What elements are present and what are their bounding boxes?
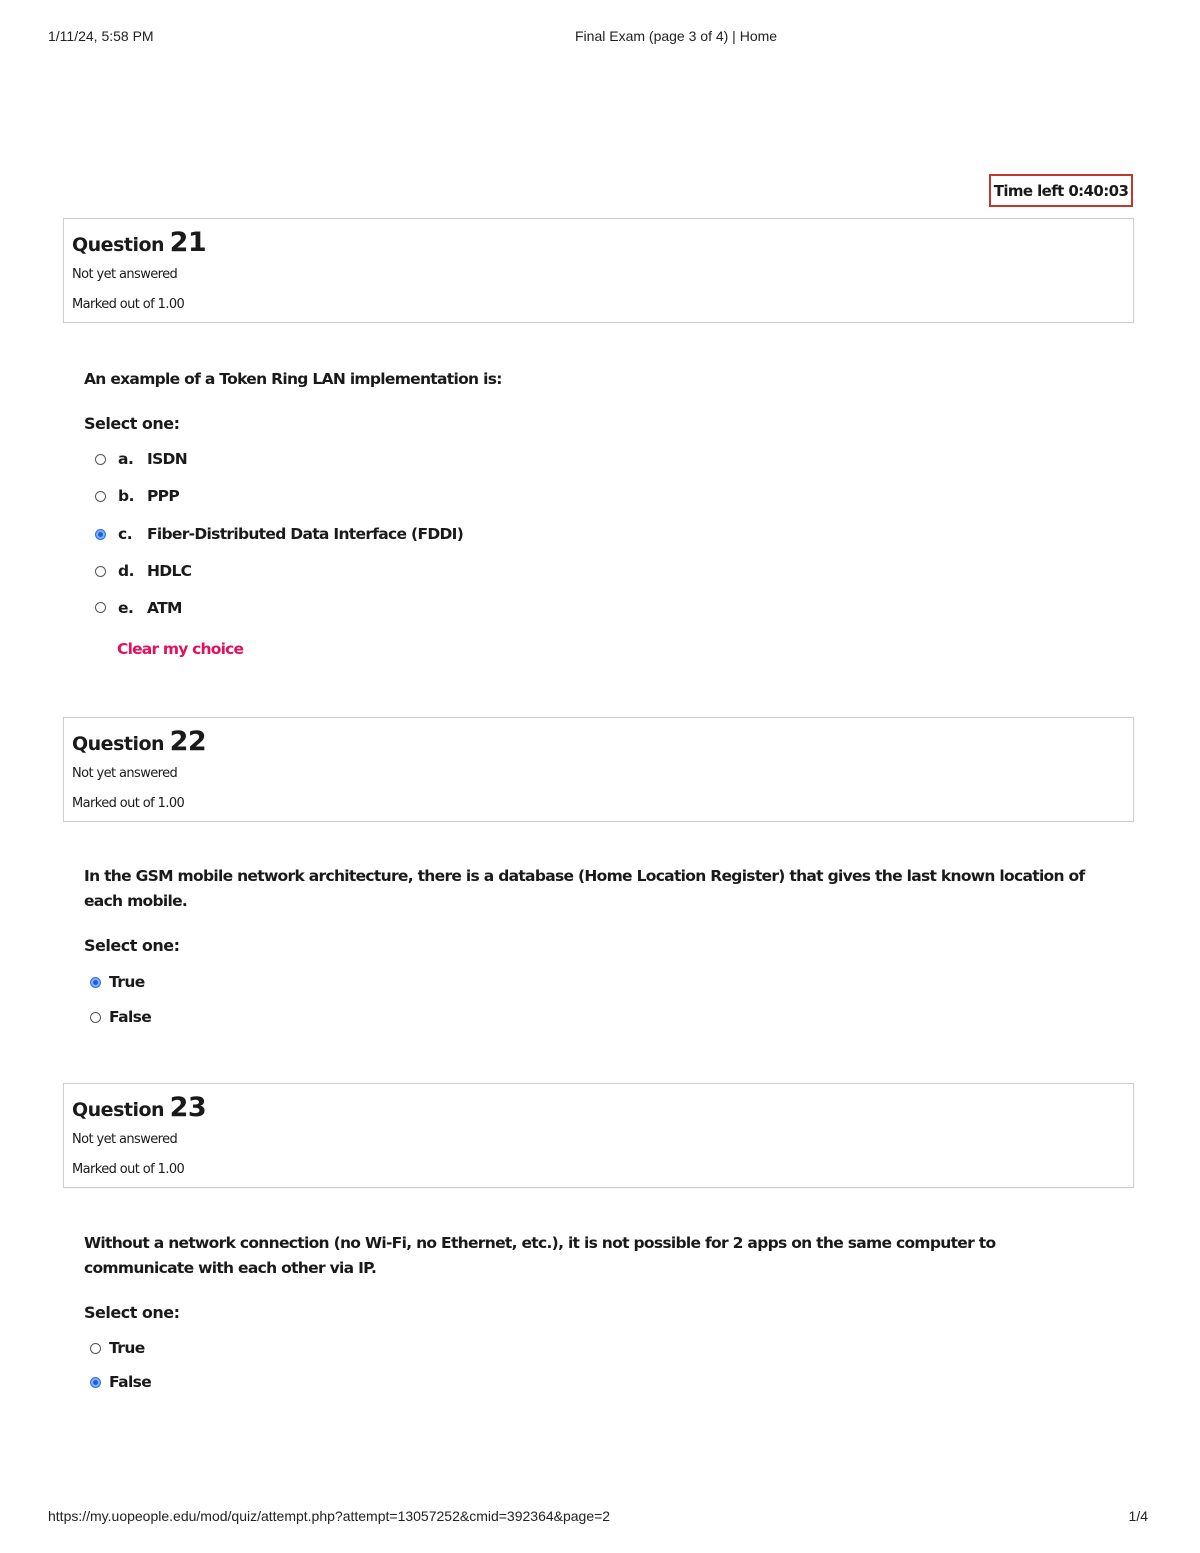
question-state: Not yet answered <box>72 1132 178 1147</box>
question-title <box>72 1092 206 1123</box>
question-word: Question <box>72 733 165 755</box>
true-option-text[interactable]: True <box>109 1339 145 1357</box>
option-e-radio[interactable] <box>95 602 106 613</box>
question-title <box>72 227 206 258</box>
question-info-box <box>63 717 1134 822</box>
option-c-text[interactable]: Fiber-Distributed Data Interface (FDDI) <box>147 525 464 543</box>
print-header <box>48 28 1148 48</box>
print-datetime: 1/11/24, 5:58 PM <box>48 28 154 44</box>
option-d-text[interactable]: HDLC <box>147 562 192 580</box>
option-b-letter: b. <box>118 487 134 505</box>
question-info-box <box>63 218 1134 323</box>
option-a-letter: a. <box>118 450 134 468</box>
question-word: Question <box>72 1099 165 1121</box>
question-number: 23 <box>169 1092 207 1123</box>
option-b-radio[interactable] <box>95 491 106 502</box>
select-one-label: Select one: <box>84 936 180 955</box>
option-d-letter: d. <box>118 562 134 580</box>
select-one-label: Select one: <box>84 1303 180 1322</box>
question-state: Not yet answered <box>72 267 178 282</box>
question-info-box <box>63 1083 1134 1188</box>
time-left-badge: Time left 0:40:03 <box>989 174 1133 207</box>
question-state: Not yet answered <box>72 766 178 781</box>
question-marks: Marked out of 1.00 <box>72 1162 185 1177</box>
question-text: Without a network connection (no Wi-Fi, no Ethernet, etc.), it is not possible for 2 apps on the same computer to communicate with each other via IP. <box>84 1234 996 1277</box>
question-text: An example of a Token Ring LAN implementation is: <box>84 370 502 388</box>
option-e-letter: e. <box>118 599 134 617</box>
true-radio[interactable] <box>90 1343 101 1354</box>
question-title <box>72 726 206 757</box>
false-option-text[interactable]: False <box>109 1373 152 1391</box>
print-page-title: Final Exam (page 3 of 4) | Home <box>575 28 778 44</box>
option-d-radio[interactable] <box>95 566 106 577</box>
question-number: 21 <box>169 227 207 258</box>
print-footer <box>48 1508 1148 1528</box>
option-e-text[interactable]: ATM <box>147 599 182 617</box>
select-one-label: Select one: <box>84 414 180 433</box>
option-a-radio[interactable] <box>95 454 106 465</box>
true-option-text[interactable]: True <box>109 973 145 991</box>
false-radio[interactable] <box>90 1377 101 1388</box>
print-url: https://my.uopeople.edu/mod/quiz/attempt.php?attempt=13057252&cmid=392364&page=2 <box>48 1508 611 1524</box>
option-b-text[interactable]: PPP <box>147 487 179 505</box>
option-c-letter: c. <box>118 525 133 543</box>
option-a-text[interactable]: ISDN <box>147 450 187 468</box>
false-option-text[interactable]: False <box>109 1008 152 1026</box>
question-marks: Marked out of 1.00 <box>72 297 185 312</box>
print-page-count: 1/4 <box>1128 1508 1148 1524</box>
question-word: Question <box>72 234 165 256</box>
clear-my-choice-link[interactable]: Clear my choice <box>117 640 244 658</box>
question-marks: Marked out of 1.00 <box>72 796 185 811</box>
true-radio[interactable] <box>90 977 101 988</box>
question-text: In the GSM mobile network architecture, there is a database (Home Location Register) that gives the last known location of each mobile. <box>84 867 1085 910</box>
question-number: 22 <box>169 726 207 757</box>
false-radio[interactable] <box>90 1012 101 1023</box>
option-c-radio[interactable] <box>95 529 106 540</box>
